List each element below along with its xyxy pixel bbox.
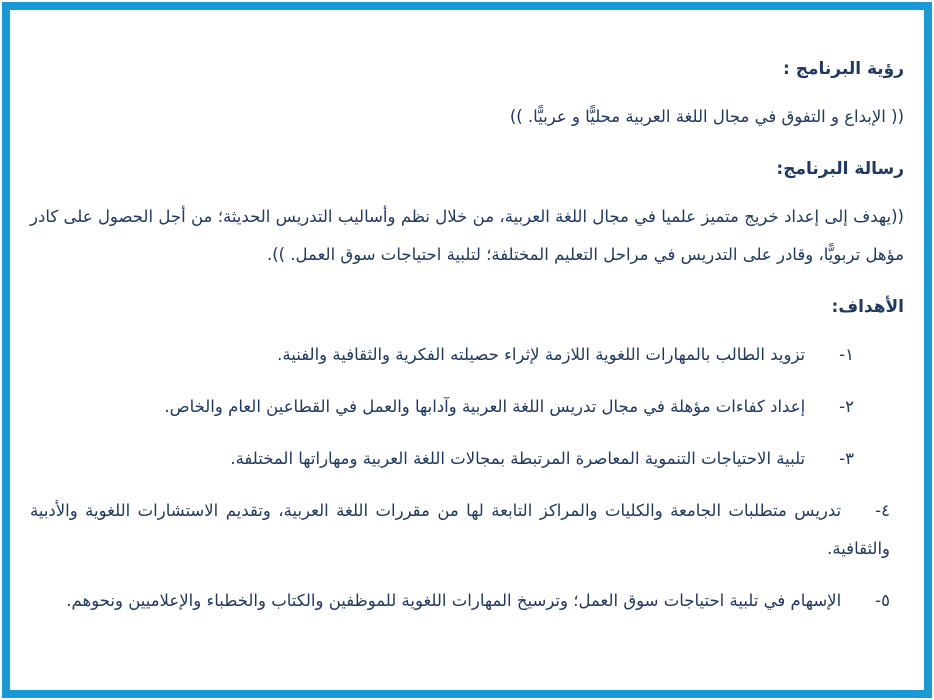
objective-number: ٢- (839, 397, 854, 416)
document-page-frame (2, 2, 932, 698)
objective-number: ٥- (875, 591, 890, 610)
objective-item-5 (30, 582, 904, 620)
objective-item-4 (30, 492, 904, 568)
objective-item-1 (30, 336, 904, 374)
vision-text: (( الإبداع و التفوق في مجال اللغة العربية محليًّا و عربيًّا. )) (509, 107, 904, 126)
objective-number: ١- (839, 345, 854, 364)
objective-text: تدريس متطلبات الجامعة والكليات والمراكز التابعة لها من مقررات اللغة العربية، وتقديم الاستشارات اللغوية والأدبية والثقافية. (30, 501, 890, 558)
objective-number: ٤- (875, 501, 890, 520)
objective-text: الإسهام في تلبية احتياجات سوق العمل؛ وترسيخ المهارات اللغوية للموظفين والكتاب والخطباء والإعلاميين ونحوهم. (66, 591, 842, 610)
objective-item-3 (30, 440, 904, 478)
objective-text: إعداد كفاءات مؤهلة في مجال تدريس اللغة العربية وآدابها والعمل في القطاعين العام والخاص. (164, 397, 806, 416)
document-content (10, 10, 924, 620)
vision-heading: رؤية البرنامج : (783, 59, 904, 79)
objective-text: تلبية الاحتياجات التنموية المعاصرة المرتبطة بمجالات اللغة العربية ومهاراتها المختلفة. (230, 449, 806, 468)
mission-text: ((يهدف إلى إعداد خريج متميز علميا في مجال اللغة العربية، من خلال نظم وأساليب التدريس الحديثة؛ من أجل الحصول على كادر مؤهل تربويًّا، وقادر على التدريس في مراحل التعليم المختلفة؛ لتلبية احتياجات سوق العمل. )). (30, 207, 904, 264)
objectives-heading: الأهداف: (831, 297, 904, 317)
objective-item-2 (30, 388, 904, 426)
objective-number: ٣- (839, 449, 854, 468)
objective-text: تزويد الطالب بالمهارات اللغوية اللازمة لإثراء حصيلته الفكرية والثقافية والفنية. (277, 345, 806, 364)
objectives-list (30, 336, 904, 620)
mission-heading: رسالة البرنامج: (776, 159, 904, 179)
